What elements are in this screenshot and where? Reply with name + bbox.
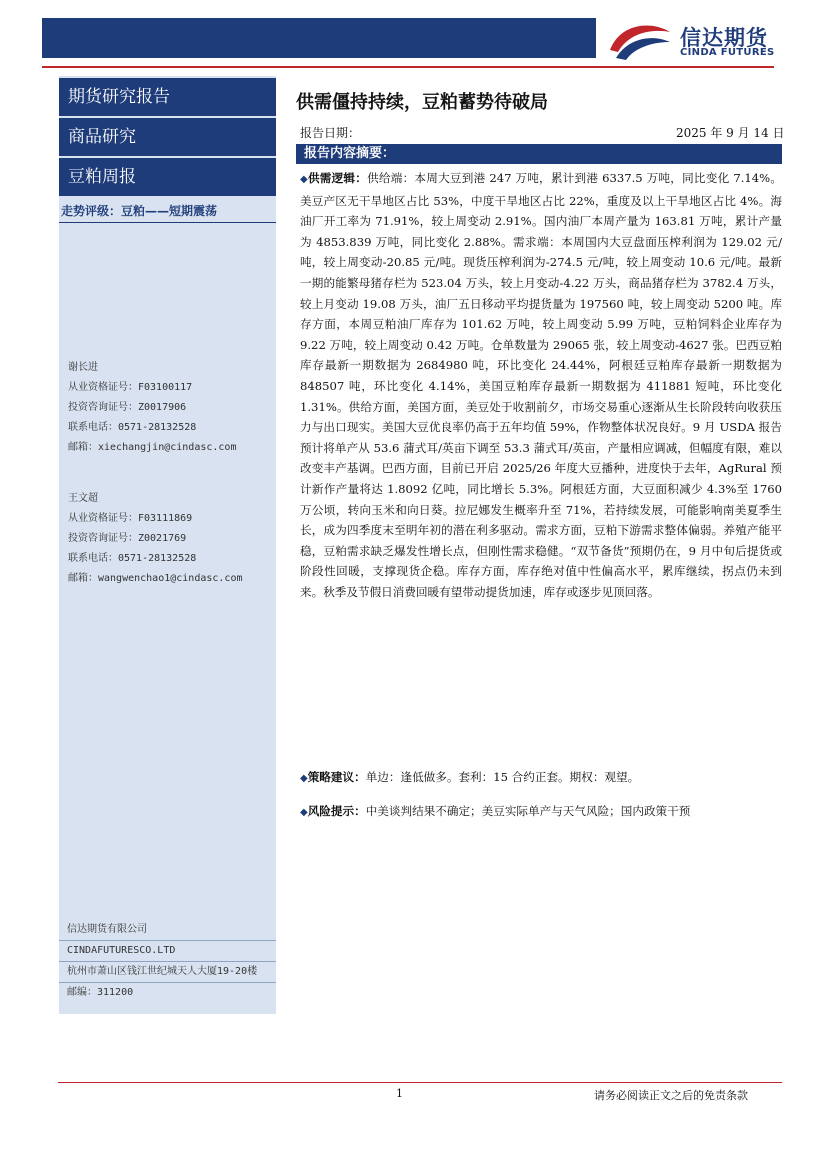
analyst-email: 邮箱：wangwenchao1@cindasc.com [68, 573, 243, 584]
company-postcode: 邮编：311200 [67, 987, 134, 998]
analyst-email: 邮箱：xiechangjin@cindasc.com [68, 442, 237, 453]
analyst-consult-license: 投资咨询证号：Z0021769 [68, 533, 187, 544]
company-name: 信达期货有限公司 [67, 924, 147, 935]
sidebar-header-category: 商品研究 [59, 118, 276, 156]
analyst-phone: 联系电话：0571-28132528 [68, 553, 197, 564]
report-title: 供需僵持持续，豆粕蓄势待破局 [296, 92, 548, 113]
strategy-label: 策略建议： [307, 770, 366, 784]
strategy-section [300, 767, 782, 790]
analyst-license: 从业资格证号：F03111869 [68, 513, 193, 524]
diamond-bullet-icon: ◆ [300, 773, 308, 784]
company-footer [59, 920, 276, 1003]
report-date: 2025 年 9 月 14 日 [676, 126, 785, 140]
logic-label: 供需逻辑： [307, 171, 368, 185]
analyst-card [68, 358, 236, 458]
analyst-consult-license: 投资咨询证号：Z0017906 [68, 402, 187, 413]
analyst-license: 从业资格证号：F03100117 [68, 382, 193, 393]
logo-mark-icon [606, 18, 674, 62]
risk-text: 中美谈判结果不确定；美豆实际单产与天气风险；国内政策干预 [365, 804, 691, 818]
abstract-header: 报告内容摘要： [296, 144, 782, 164]
diamond-bullet-icon: ◆ [300, 807, 308, 818]
company-address: 杭州市萧山区钱江世纪城天人大厦19-20楼 [67, 966, 258, 977]
trend-rating: 走势评级：豆粕——短期震荡 [61, 204, 218, 218]
rating-divider [59, 222, 276, 223]
brand-name-cn: 信达期货 [680, 26, 768, 50]
risk-section [300, 801, 782, 824]
brand-name-en: CINDA FUTURES [680, 47, 775, 58]
analyst-name: 王文超 [68, 493, 98, 504]
analyst-name: 谢长进 [68, 362, 98, 373]
footer-rule [58, 1082, 782, 1083]
header-band [42, 18, 596, 58]
brand-logo [606, 18, 796, 62]
diamond-bullet-icon: ◆ [300, 174, 308, 185]
report-date-label: 报告日期： [300, 126, 361, 140]
logic-text: 供给端：本周大豆到港 247 万吨，累计到港 6337.5 万吨，同比变化 7.14%。美豆产区无干旱地区占比 53%，中度干旱地区占比 22%，重度及以上干旱地区占比 4%。海油厂开工率为 71.91%，较上周变动 2.91%。国内油厂本周产量为 163.81 万吨，累计产量为 4853.839 万吨，同比变化 2.88%。需求端：本周国内大豆盘面压榨利润为 129.02 元/吨，较上周变动-20.85 元/吨。现货压榨利润为-274.5 元/吨，较上周变动 10.6 元/吨。最新一期的能繁母猪存栏为 523.04 万头，较上月变动-4.22 万头，商品猪存栏为 3782.4 万头，较上月变动 19.08 万头，油厂五日移动平均提货量为 197560 吨，较上周变动 5200 吨。库存方面，本周豆粕油厂库存为 101.62 万吨，较上周变动 5.99 万吨，豆粕饲料企业库存为 9.22 万吨，较上周变动 0.42 万吨。仓单数量为 29065 张，较上周变动-4627 张。巴西豆粕库存最新一期数据为 2684980 吨，环比变化 24.44%，阿根廷豆粕库存最新一期数据为 848507 吨，环比变化 4.14%，美国豆粕库存最新一期数据为 411881 短吨，环比变化 1.31%。供给方面，美国方面，美豆处于收割前夕，市场交易重心逐渐从生长阶段转向收获压力与出口现实。美国大豆优良率仍高于五年均值 59%，作物整体状况良好。9 月 USDA 报告预计将单产从 53.6 蒲式耳/英亩下调至 53.3 蒲式耳/英亩，产量相应调减，但幅度有限，难以改变丰产基调。巴西方面，目前已开启 2025/26 年度大豆播种，进度快于去年，AgRural 预计新作产量将达 1.8092 亿吨，同比增长 5.3%。阿根廷方面，大豆面积减少 4.3%至 1760 万公顷，转向玉米和向日葵。拉尼娜发生概率升至 71%，若持续发展，可能影响南美夏季生长，成为四季度末至明年初的潜在利多驱动。需求方面，豆粕下游需求整体偏弱。养殖产能平稳，豆粕需求缺乏爆发性增长点，但刚性需求稳健。“双节备货”预期仍在，9 月中旬后提货或阶段性回暖，支撑现货企稳。库存方面，库存绝对值中性偏高水平，累库继续，拐点仍未到来。秋季及节假日消费回暖有望带动提货加速，库存或逐步见顶回落。 [300, 171, 782, 599]
analyst-phone: 联系电话：0571-28132528 [68, 422, 197, 433]
strategy-text: 单边：逢低做多。套利：15 合约正套。期权：观望。 [365, 770, 640, 784]
page-number: 1 [396, 1087, 403, 1100]
sidebar-header-series: 豆粕周报 [59, 158, 276, 196]
supply-demand-logic [300, 168, 782, 602]
header-rule [42, 66, 774, 68]
disclaimer-note: 请务必阅读正文之后的免责条款 [594, 1089, 748, 1102]
sidebar-header-report-type: 期货研究报告 [59, 78, 276, 116]
risk-label: 风险提示： [307, 804, 366, 818]
company-name-en: CINDAFUTURESCO.LTD [67, 945, 176, 956]
analyst-card [68, 489, 243, 589]
